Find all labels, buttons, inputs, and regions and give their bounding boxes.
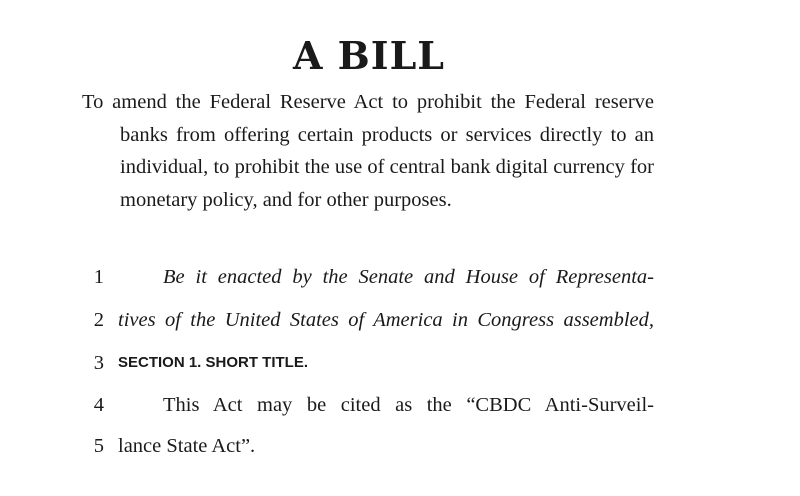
line-number: 4 [93,394,104,416]
line-number: 5 [93,435,104,457]
section-heading: SECTION 1. SHORT TITLE. [118,354,309,371]
line-number: 1 [93,266,104,288]
short-title-line: This Act may be cited as the “CBDC Anti-Surveil- [163,394,654,416]
line-number: 3 [93,352,104,374]
bill-title: A BILL [292,33,446,78]
line-number: 2 [93,309,104,331]
enacting-clause-line: Be it enacted by the Senate and House of Representa- [163,266,654,288]
bill-line-4 [0,390,800,420]
short-title-line: lance State Act”. [118,435,256,457]
bill-line-3 [0,348,800,378]
bill-line-1 [0,262,800,292]
bill-line-2 [0,305,800,335]
bill-line-5 [0,431,800,461]
enacting-clause-line: tives of the United States of America in Congress assembled, [118,309,654,331]
bill-purpose: To amend the Federal Reserve Act to prohibit the Federal reserve banks from offering certain products or services directly to an individual, to prohibit the use of central bank digital currency for monetary policy, and for other purposes. [82,91,654,211]
